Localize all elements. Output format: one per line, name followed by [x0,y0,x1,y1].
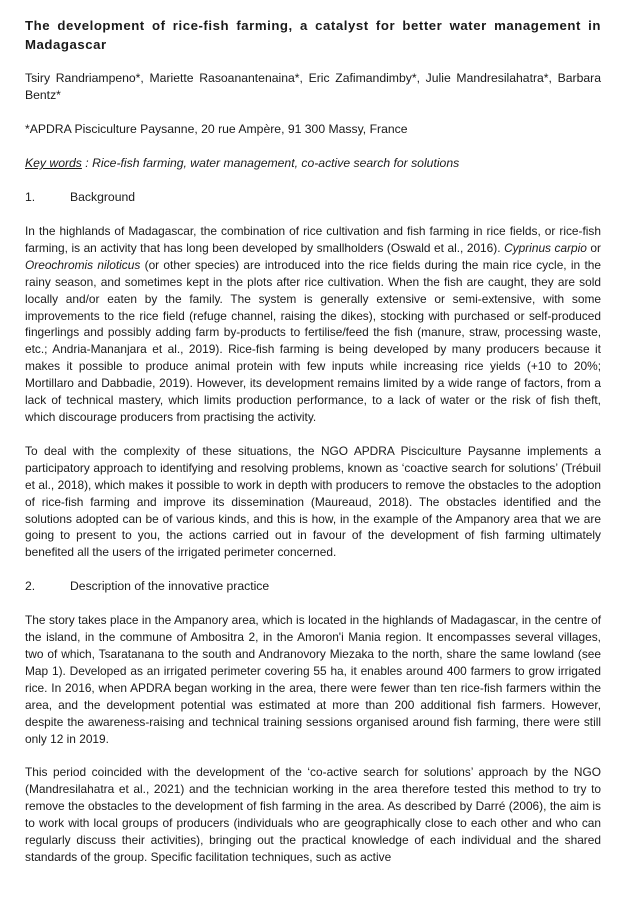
keywords-line [25,155,601,172]
paragraph-text: or [586,240,601,255]
species-name: Cyprinus carpio [504,240,587,255]
paragraph: This period coincided with the development of the ‘co-active search for solutions’ approach by the NGO (Mandresilahatra et al., 2021) and the technician working in the area therefore tested this method to try to remove the obstacles to the development of fish farming in the area. As described by Darré (2006), the aim is to work with local groups of producers (individuals who are geographically close to each other and who can regularly discuss their activities), bringing out the practical knowledge of each individual and the shared standards of the group. Specific facilitation techniques, such as active [25,765,601,864]
section-number: 1. [25,190,36,204]
document-page [25,16,601,883]
keywords-text: : Rice-fish farming, water management, co-active search for solutions [81,156,460,170]
keywords-label: Key words [25,156,82,170]
author-list: Tsiry Randriampeno*, Mariette Rasoanantenaina*, Eric Zafimandimby*, Julie Mandresilahatra*, Barbara Bentz* [25,71,601,102]
paper-title: The development of rice-fish farming, a catalyst for better water management in Madagascar [25,18,601,52]
section-heading-innovative-practice [25,578,601,595]
paragraph: The story takes place in the Ampanory area, which is located in the highlands of Madagascar, in the centre of the island, in the commune of Ambositra 2, in the Amoron'i Mania region. It encompasses several villages, two of which, Tsaratanana to the south and Andranovory Miezaka to the north, share the same lowland (see Map 1). Developed as an irrigated perimeter covering 55 ha, it enables around 400 farmers to grow irrigated rice. In 2016, when APDRA began working in the area, there were fewer than ten rice-fish farmers within the area, and the development potential was estimated at more than 200 additional fish farmers. However, despite the awareness-raising and technical training sessions organised around fish farming, there were still only 12 in 2019. [25,613,601,746]
section-title: Background [70,190,136,204]
affiliation: *APDRA Pisciculture Paysanne, 20 rue Ampère, 91 300 Massy, France [25,122,408,136]
section-number: 2. [25,579,36,594]
paragraph-text: (or other species) are introduced into the rice fields during the main rice cycle, in the rainy season, and sometimes kept in the plots after rice cultivation. When the fish are caught, they are sold locally and/or eaten by the family. The system is generally extensive or semi-extensive, with some improvements to the rice field (refuge channel, raising the dikes), stocking with purchased or self-produced fingerlings and possibly adding farm by-products to fertilise/feed the fish (manure, straw, processing waste, etc.; Andria-Mananjara et al., 2019). Rice-fish farming is being developed by many producers because it makes it possible to produce animal protein with few inputs while increasing rice yields (+10 to 20%; Mortillaro and Dabbadie, 2019). However, its development remains limited by a wide range of factors, from a lack of technical mastery, which limits production performance, to a lack of water or the risk of fish theft, which discourage producers from practising the activity. [25,257,601,424]
paragraph [25,223,601,426]
section-title: Description of the innovative practice [70,579,270,594]
paragraph: To deal with the complexity of these situations, the NGO APDRA Pisciculture Paysanne implements a participatory approach to identifying and resolving problems, known as ‘coactive search for solutions’ (Trébuil et al., 2018), which makes it possible to work in depth with producers to remove the obstacles to the adoption of rice-fish farming and improve its dissemination (Maureaud, 2018). The obstacles identified and the solutions adopted can be of various kinds, and this is how, in the example of the Ampanory area that we are going to present to you, the actions carried out in favour of the development of fish farming ultimately benefited all the users of the irrigated perimeter concerned. [25,443,601,560]
section-heading-background [25,189,601,206]
species-name: Oreochromis niloticus [25,257,141,272]
paragraph-text: In the highlands of Madagascar, the combination of rice cultivation and fish farming in rice fields, or rice-fish farming, is an activity that has long been developed by smallholders (Oswald et al., 2016). [25,224,601,255]
